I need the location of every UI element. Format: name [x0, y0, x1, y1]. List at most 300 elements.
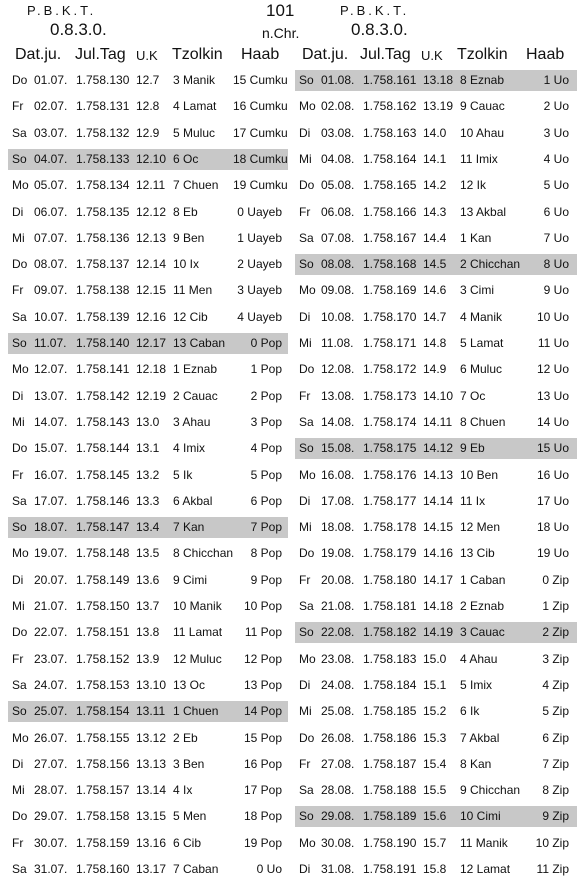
weekday-cell: Di — [12, 572, 24, 587]
weekday-cell: Fr — [12, 651, 24, 666]
table-row — [295, 96, 577, 117]
haab-cell: 11 Pop — [244, 625, 282, 640]
table-row — [8, 780, 288, 801]
weekday-cell: Sa — [12, 125, 27, 140]
haab-cell: 3 Uayeb — [237, 283, 282, 298]
left-col-header-uk: U.K — [136, 48, 158, 63]
haab-cell: 8 Uo — [543, 257, 569, 272]
tzolkin-cell: 7 Oc — [460, 388, 486, 403]
tzolkin-cell: 9 Chicchan — [460, 783, 521, 798]
weekday-cell: Di — [299, 677, 311, 692]
haab-cell: 2 Uo — [543, 99, 569, 114]
tzolkin-cell: 11 Imix — [460, 151, 498, 166]
haab-cell: 8 Pop — [250, 546, 282, 561]
haab-cell: 1 Pop — [250, 362, 282, 377]
weekday-cell: Di — [299, 125, 311, 140]
uk-cell: 13.14 — [136, 783, 167, 798]
date-cell: 01.07. — [34, 73, 68, 87]
julian-day-cell: 1.758.167 — [363, 230, 417, 245]
weekday-cell: So — [12, 704, 27, 719]
julian-day-cell: 1.758.130 — [76, 73, 130, 87]
date-cell: 28.07. — [34, 783, 68, 798]
table-row — [295, 307, 577, 328]
haab-cell: 16 Pop — [243, 756, 282, 771]
date-cell: 30.08. — [321, 835, 355, 850]
tzolkin-cell: 11 Men — [173, 283, 213, 298]
uk-cell: 14.11 — [423, 414, 453, 429]
uk-cell: 14.6 — [423, 283, 447, 298]
date-cell: 31.07. — [34, 862, 68, 876]
haab-cell: 18 Pop — [243, 809, 282, 824]
table-row — [295, 438, 577, 459]
date-cell: 07.07. — [34, 230, 68, 245]
uk-cell: 12.16 — [136, 309, 167, 324]
table-row — [295, 386, 577, 407]
julian-day-cell: 1.758.155 — [76, 730, 130, 745]
tzolkin-cell: 10 Cimi — [460, 809, 501, 824]
date-cell: 08.08. — [321, 257, 355, 272]
tzolkin-cell: 13 Akbal — [460, 204, 507, 219]
haab-cell: 1 Uayeb — [237, 230, 282, 245]
date-cell: 11.08. — [321, 336, 354, 350]
table-row — [295, 149, 577, 170]
date-cell: 16.08. — [321, 467, 355, 482]
uk-cell: 13.4 — [136, 520, 160, 535]
table-row — [295, 202, 577, 223]
right-org-label: P.B.K.T. — [340, 3, 410, 18]
tzolkin-cell: 8 Eb — [173, 204, 198, 219]
julian-day-cell: 1.758.171 — [363, 336, 417, 350]
date-cell: 21.08. — [321, 599, 355, 613]
uk-cell: 14.9 — [423, 362, 447, 377]
julian-day-cell: 1.758.145 — [76, 467, 130, 482]
weekday-cell: Di — [12, 756, 24, 771]
uk-cell: 12.14 — [136, 257, 167, 272]
haab-cell: 9 Zip — [542, 809, 569, 824]
table-row — [8, 543, 288, 564]
date-cell: 14.07. — [34, 414, 68, 429]
uk-cell: 15.0 — [423, 651, 447, 666]
weekday-cell: Mi — [299, 151, 312, 166]
tzolkin-cell: 6 Oc — [173, 151, 199, 166]
table-row — [295, 70, 577, 91]
date-cell: 18.08. — [321, 520, 355, 535]
haab-cell: 7 Zip — [542, 756, 569, 771]
weekday-cell: Mi — [299, 520, 312, 535]
haab-cell: 3 Zip — [542, 651, 569, 666]
uk-cell: 13.13 — [136, 756, 167, 771]
date-cell: 19.08. — [321, 546, 355, 561]
tzolkin-cell: 3 Ben — [173, 756, 205, 771]
uk-cell: 14.17 — [423, 572, 454, 587]
right-col-header-jul: Jul.Tag — [360, 46, 411, 63]
haab-cell: 4 Uayeb — [237, 309, 282, 324]
tzolkin-cell: 10 Ix — [173, 257, 200, 272]
table-row — [8, 622, 288, 643]
julian-day-cell: 1.758.177 — [363, 493, 417, 508]
table-row — [8, 806, 288, 827]
date-cell: 07.08. — [321, 230, 355, 245]
weekday-cell: Mi — [299, 704, 312, 719]
julian-day-cell: 1.758.174 — [363, 414, 417, 429]
uk-cell: 14.12 — [423, 441, 454, 456]
tzolkin-cell: 6 Cib — [173, 835, 202, 850]
julian-day-cell: 1.758.141 — [76, 362, 130, 377]
date-cell: 18.07. — [34, 520, 68, 535]
date-cell: 12.08. — [321, 362, 355, 377]
left-version-label: 0.8.3.0. — [50, 20, 107, 39]
julian-day-cell: 1.758.173 — [363, 388, 417, 403]
date-cell: 17.07. — [34, 493, 68, 508]
table-row — [295, 228, 577, 249]
weekday-cell: Do — [299, 178, 315, 193]
date-cell: 17.08. — [321, 493, 355, 508]
uk-cell: 12.12 — [136, 204, 167, 219]
haab-cell: 7 Pop — [250, 520, 282, 535]
haab-cell: 7 Uo — [543, 230, 569, 245]
uk-cell: 13.10 — [136, 677, 167, 692]
julian-day-cell: 1.758.178 — [363, 520, 417, 535]
uk-cell: 12.18 — [136, 362, 167, 377]
date-cell: 09.07. — [34, 283, 68, 298]
uk-cell: 13.15 — [136, 809, 167, 824]
julian-day-cell: 1.758.185 — [363, 704, 417, 719]
table-row — [295, 701, 577, 722]
weekday-cell: Do — [12, 257, 28, 272]
julian-day-cell: 1.758.188 — [363, 783, 417, 798]
tzolkin-cell: 6 Akbal — [173, 493, 213, 508]
weekday-cell: Di — [299, 493, 311, 508]
haab-cell: 17 Pop — [243, 783, 282, 798]
tzolkin-cell: 10 Ahau — [460, 125, 505, 140]
julian-day-cell: 1.758.149 — [76, 572, 130, 587]
tzolkin-cell: 7 Akbal — [460, 730, 500, 745]
table-row — [8, 438, 288, 459]
table-row — [8, 596, 288, 617]
haab-cell: 16 Uo — [536, 467, 569, 482]
tzolkin-cell: 4 Lamat — [173, 99, 217, 114]
date-cell: 24.08. — [321, 677, 355, 692]
uk-cell: 15.3 — [423, 730, 447, 745]
table-row — [8, 517, 288, 538]
left-org-label: P.B.K.T. — [27, 3, 97, 18]
weekday-cell: Do — [12, 625, 28, 640]
julian-day-cell: 1.758.138 — [76, 283, 130, 298]
weekday-cell: Fr — [12, 283, 24, 298]
table-row — [295, 833, 577, 854]
uk-cell: 15.4 — [423, 756, 447, 771]
right-col-header-haab: Haab — [526, 46, 565, 63]
table-row — [295, 412, 577, 433]
uk-cell: 12.19 — [136, 388, 167, 403]
uk-cell: 14.3 — [423, 204, 447, 219]
julian-day-cell: 1.758.132 — [76, 125, 130, 140]
uk-cell: 12.13 — [136, 230, 167, 245]
julian-day-cell: 1.758.190 — [363, 835, 417, 850]
left-col-header-haab: Haab — [241, 46, 280, 63]
uk-cell: 14.4 — [423, 230, 447, 245]
weekday-cell: Fr — [12, 835, 24, 850]
julian-day-cell: 1.758.157 — [76, 783, 130, 798]
weekday-cell: Mi — [299, 336, 312, 350]
era-label: n.Chr. — [262, 25, 300, 41]
weekday-cell: Mo — [299, 283, 316, 298]
table-row — [295, 175, 577, 196]
haab-cell: 8 Zip — [542, 783, 569, 798]
date-cell: 05.08. — [321, 178, 355, 193]
julian-day-cell: 1.758.153 — [76, 677, 130, 692]
weekday-cell: Fr — [299, 572, 311, 587]
weekday-cell: Fr — [299, 204, 311, 219]
tzolkin-cell: 9 Cimi — [173, 572, 208, 587]
date-cell: 29.08. — [321, 809, 355, 824]
uk-cell: 13.9 — [136, 651, 160, 666]
right-version-label: 0.8.3.0. — [351, 20, 408, 39]
left-col-header-tzolkin: Tzolkin — [172, 46, 223, 63]
weekday-cell: So — [299, 809, 314, 824]
tzolkin-cell: 2 Eb — [173, 730, 198, 745]
table-row — [8, 491, 288, 512]
uk-cell: 13.16 — [136, 835, 167, 850]
julian-day-cell: 1.758.164 — [363, 151, 417, 166]
julian-day-cell: 1.758.175 — [363, 441, 417, 456]
weekday-cell: So — [299, 257, 314, 272]
uk-cell: 14.19 — [423, 625, 454, 640]
uk-cell: 13.6 — [136, 572, 160, 587]
weekday-cell: So — [12, 151, 27, 166]
tzolkin-cell: 8 Chicchan — [173, 546, 234, 561]
julian-day-cell: 1.758.137 — [76, 257, 130, 272]
table-row — [295, 596, 577, 617]
haab-cell: 14 Uo — [536, 414, 569, 429]
haab-cell: 6 Uo — [543, 204, 569, 219]
table-row — [295, 280, 577, 301]
uk-cell: 15.8 — [423, 862, 447, 876]
tzolkin-cell: 5 Imix — [460, 677, 493, 692]
haab-cell: 9 Pop — [250, 572, 282, 587]
uk-cell: 13.3 — [136, 493, 160, 508]
table-row — [295, 543, 577, 564]
tzolkin-cell: 5 Muluc — [173, 125, 216, 140]
tzolkin-cell: 10 Ben — [460, 467, 499, 482]
date-cell: 31.08. — [321, 862, 355, 876]
uk-cell: 14.0 — [423, 125, 447, 140]
uk-cell: 15.7 — [423, 835, 447, 850]
tzolkin-cell: 5 Lamat — [460, 336, 504, 350]
uk-cell: 13.17 — [136, 862, 167, 876]
julian-day-cell: 1.758.161 — [363, 73, 417, 87]
haab-cell: 18 Cumku — [233, 151, 288, 166]
date-cell: 12.07. — [34, 362, 68, 377]
date-cell: 13.08. — [321, 388, 355, 403]
haab-cell: 14 Pop — [243, 704, 282, 719]
julian-day-cell: 1.758.159 — [76, 835, 130, 850]
table-row — [8, 175, 288, 196]
table-row — [295, 675, 577, 696]
haab-cell: 11 Uo — [537, 336, 569, 350]
table-row — [295, 728, 577, 749]
julian-day-cell: 1.758.168 — [363, 257, 417, 272]
weekday-cell: Sa — [299, 414, 314, 429]
table-row — [295, 517, 577, 538]
julian-day-cell: 1.758.179 — [363, 546, 417, 561]
table-row — [8, 833, 288, 854]
julian-day-cell: 1.758.183 — [363, 651, 417, 666]
weekday-cell: Fr — [299, 756, 311, 771]
tzolkin-cell: 11 Ix — [460, 493, 486, 508]
julian-day-cell: 1.758.152 — [76, 651, 130, 666]
weekday-cell: Sa — [299, 230, 314, 245]
date-cell: 13.07. — [34, 388, 68, 403]
date-cell: 21.07. — [34, 599, 68, 613]
table-row — [295, 622, 577, 643]
julian-day-cell: 1.758.150 — [76, 599, 130, 613]
date-cell: 26.07. — [34, 730, 68, 745]
table-row — [8, 359, 288, 380]
tzolkin-cell: 11 Manik — [460, 835, 508, 850]
table-row — [8, 859, 288, 880]
haab-cell: 16 Cumku — [233, 99, 288, 114]
uk-cell: 13.2 — [136, 467, 160, 482]
uk-cell: 14.15 — [423, 520, 454, 535]
right-col-header-uk: U.K — [421, 48, 443, 63]
table-row — [8, 570, 288, 591]
julian-day-cell: 1.758.169 — [363, 283, 417, 298]
haab-cell: 19 Cumku — [233, 178, 288, 193]
haab-cell: 10 Pop — [243, 599, 282, 613]
weekday-cell: Mo — [12, 730, 29, 745]
haab-cell: 13 Pop — [243, 677, 282, 692]
haab-cell: 1 Zip — [542, 599, 569, 613]
table-row — [295, 491, 577, 512]
haab-cell: 1 Uo — [543, 73, 569, 87]
julian-day-cell: 1.758.131 — [76, 99, 130, 114]
weekday-cell: Do — [12, 809, 28, 824]
julian-day-cell: 1.758.135 — [76, 204, 130, 219]
date-cell: 14.08. — [321, 414, 355, 429]
haab-cell: 5 Zip — [542, 704, 569, 719]
tzolkin-cell: 7 Kan — [173, 520, 205, 535]
tzolkin-cell: 4 Ix — [173, 783, 193, 798]
tzolkin-cell: 7 Caban — [173, 862, 219, 876]
uk-cell: 15.2 — [423, 704, 447, 719]
haab-cell: 18 Uo — [536, 520, 569, 535]
date-cell: 04.08. — [321, 151, 355, 166]
weekday-cell: Sa — [12, 309, 27, 324]
tzolkin-cell: 4 Ahau — [460, 651, 498, 666]
uk-cell: 12.15 — [136, 283, 167, 298]
tzolkin-cell: 13 Oc — [173, 677, 206, 692]
table-row — [8, 412, 288, 433]
tzolkin-cell: 12 Lamat — [460, 862, 511, 876]
haab-cell: 10 Zip — [535, 835, 569, 850]
tzolkin-cell: 13 Caban — [173, 336, 226, 350]
tzolkin-cell: 2 Cauac — [173, 388, 218, 403]
haab-cell: 13 Uo — [536, 388, 569, 403]
uk-cell: 13.18 — [423, 73, 454, 87]
haab-cell: 0 Uayeb — [237, 204, 282, 219]
haab-cell: 12 Uo — [536, 362, 569, 377]
table-row — [295, 123, 577, 144]
julian-day-cell: 1.758.139 — [76, 309, 130, 324]
julian-day-cell: 1.758.158 — [76, 809, 130, 824]
date-cell: 02.08. — [321, 99, 355, 114]
julian-day-cell: 1.758.143 — [76, 414, 130, 429]
date-cell: 27.08. — [321, 756, 355, 771]
tzolkin-cell: 13 Cib — [460, 546, 495, 561]
uk-cell: 12.11 — [136, 178, 166, 193]
date-cell: 02.07. — [34, 99, 68, 114]
date-cell: 10.08. — [321, 309, 355, 324]
uk-cell: 15.5 — [423, 783, 447, 798]
uk-cell: 14.2 — [423, 178, 447, 193]
uk-cell: 13.5 — [136, 546, 160, 561]
tzolkin-cell: 8 Chuen — [460, 414, 506, 429]
julian-day-cell: 1.758.133 — [76, 151, 130, 166]
date-cell: 29.07. — [34, 809, 68, 824]
table-row — [8, 307, 288, 328]
uk-cell: 14.1 — [423, 151, 447, 166]
weekday-cell: Di — [12, 388, 24, 403]
uk-cell: 13.11 — [136, 704, 166, 719]
julian-day-cell: 1.758.166 — [363, 204, 417, 219]
uk-cell: 13.7 — [136, 599, 160, 613]
tzolkin-cell: 8 Kan — [460, 756, 492, 771]
weekday-cell: Di — [12, 204, 24, 219]
date-cell: 15.07. — [34, 441, 68, 456]
haab-cell: 3 Pop — [250, 414, 282, 429]
tzolkin-cell: 3 Cimi — [460, 283, 495, 298]
year-label: 101 — [266, 1, 295, 20]
tzolkin-cell: 3 Manik — [173, 73, 216, 87]
uk-cell: 13.8 — [136, 625, 160, 640]
weekday-cell: Fr — [299, 388, 311, 403]
haab-cell: 15 Uo — [536, 441, 569, 456]
uk-cell: 15.1 — [423, 677, 447, 692]
julian-day-cell: 1.758.187 — [363, 756, 417, 771]
tzolkin-cell: 12 Muluc — [173, 651, 222, 666]
date-cell: 27.07. — [34, 756, 68, 771]
date-cell: 09.08. — [321, 283, 355, 298]
table-row — [295, 806, 577, 827]
date-cell: 19.07. — [34, 546, 68, 561]
julian-day-cell: 1.758.134 — [76, 178, 130, 193]
weekday-cell: So — [299, 441, 314, 456]
haab-cell: 19 Uo — [536, 546, 569, 561]
weekday-cell: Do — [12, 441, 28, 456]
weekday-cell: Sa — [12, 677, 27, 692]
table-row — [295, 780, 577, 801]
right-col-header-tzolkin: Tzolkin — [457, 46, 508, 63]
date-cell: 26.08. — [321, 730, 355, 745]
haab-cell: 5 Pop — [250, 467, 282, 482]
tzolkin-cell: 1 Chuen — [173, 704, 219, 719]
uk-cell: 13.0 — [136, 414, 160, 429]
haab-cell: 0 Uo — [256, 862, 282, 876]
tzolkin-cell: 6 Ik — [460, 704, 480, 719]
date-cell: 05.07. — [34, 178, 68, 193]
julian-day-cell: 1.758.151 — [76, 625, 130, 640]
julian-day-cell: 1.758.182 — [363, 625, 417, 640]
date-cell: 23.08. — [321, 651, 355, 666]
tzolkin-cell: 2 Chicchan — [460, 257, 521, 272]
date-cell: 22.07. — [34, 625, 68, 640]
left-col-header-date: Dat.ju. — [15, 46, 62, 63]
julian-day-cell: 1.758.191 — [363, 862, 417, 876]
table-row — [8, 333, 288, 354]
tzolkin-cell: 3 Cauac — [460, 625, 505, 640]
table-row — [295, 254, 577, 275]
